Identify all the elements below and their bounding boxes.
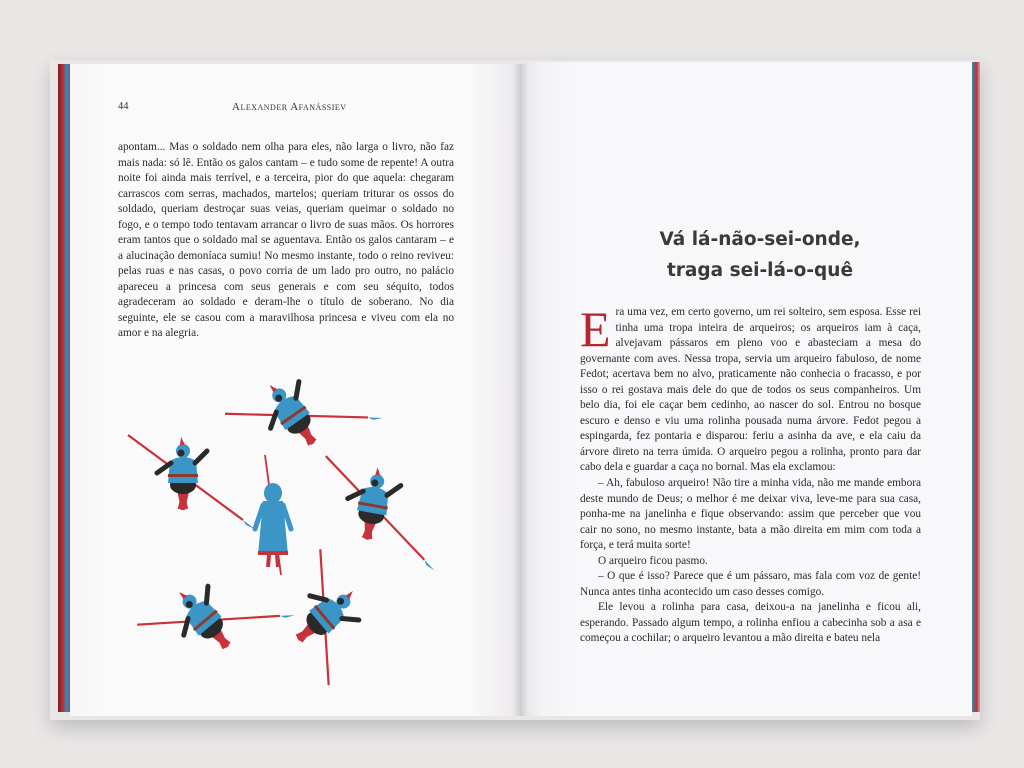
soldier-figure xyxy=(225,355,383,491)
chapter-title-line: traga sei-lá-o-quê xyxy=(666,260,854,281)
paragraph: – O que é isso? Parece que é um pássaro, mas fala com voz de gente! Nunca antes tinha acontecido um caso desses comigo. xyxy=(580,570,921,598)
chapter-title xyxy=(600,224,920,286)
running-head-author: Alexander Afanássiev xyxy=(232,101,347,113)
chapter-title-line: Vá lá-não-sei-onde, xyxy=(659,229,861,250)
soldier-figure xyxy=(137,543,295,685)
paragraph: Ele levou a rolinha para casa, deixou-a na janelinha e ficou ali, esperando. Passado algum tempo, a rolinha enfiou a cabecinha sob a asa e começou a cochilar; o arqueiro levantou a mão direita e bateu nela xyxy=(580,601,921,645)
soldier-figure xyxy=(128,435,255,529)
soldier-figure xyxy=(309,456,450,571)
left-page-text xyxy=(118,140,454,342)
paragraph: O arqueiro ficou pasmo. xyxy=(598,554,708,567)
paragraph-text: ra uma vez, em certo governo, um rei solteiro, sem esposa. Esse rei tinha uma tropa inteira de arqueiros; os arqueiros iam à caça, alvejavam pássaros em pleno voo e abasteciam a mesa do governante com aves. Nessa tropa, servia um arqueiro fabuloso, de nome Fedot; acertava bem no alvo, praticamente não conhecia o fracasso, e por isso o rei gostava mais dele do que de todos os seus companheiros. Um belo dia, foi ele caçar bem cedinho, ao nascer do sol. Entrou no bosque escuro e denso e viu uma rolinha pousada numa árvore. Fedot pegou a espingarda, fez pontaria e disparou: feriu a asinha da ave, e ela caiu da árvore direto na terra úmida. O arqueiro pegou a rolinha, pronto para dar cabo dela e guardar a caça no bornal. Mas ela exclamou: xyxy=(580,306,921,474)
standing-figure xyxy=(255,455,291,575)
paragraph: apontam... Mas o soldado nem olha para eles, não larga o livro, não faz mais nada: só lê. Então os galos cantam – e tudo some de repente! A outra noite foi ainda mais terrível, e a terceira, pior do que aquela: chegaram carrascos com serras, machados, martelos; queriam triturar os ossos do soldado, queriam destroçar suas veias, queriam queimar o soldado no fogo, e o tempo todo tentavam arrancar o livro de suas mãos. Os horrores eram tantos que o soldado mal se aguentava. Então os galos cantaram – e a alucinação demoníaca sumiu! No mesmo instante, todo o reino reviveu: pelas ruas e nas casas, o povo corria de um lado pro outro, no palácio apareceu a princesa com seus generais e com seu séquito, todos agradeceram ao soldado e deram-lhe o título de soberano. No dia seguinte, ele se casou com a maravilhosa princesa e viveu com ela no amor e na alegria. xyxy=(118,141,454,339)
book-gutter xyxy=(512,64,528,716)
soldiers-with-spears-illustration xyxy=(105,355,490,685)
paragraph: – Ah, fabuloso arqueiro! Não tire a minha vida, não me mande embora deste mundo de Deus; o melhor é me deixar viva, leve-me para sua casa, ponha-me na janelinha e fique observando: assim que perceber que vou cair no sono, no mesmo instante, bata a mão direita em mim com toda a força, e terá muita sorte! xyxy=(580,477,921,552)
paragraph xyxy=(580,301,921,476)
drop-cap: E xyxy=(580,301,611,357)
page-number: 44 xyxy=(118,101,129,112)
right-page-text xyxy=(580,301,921,647)
